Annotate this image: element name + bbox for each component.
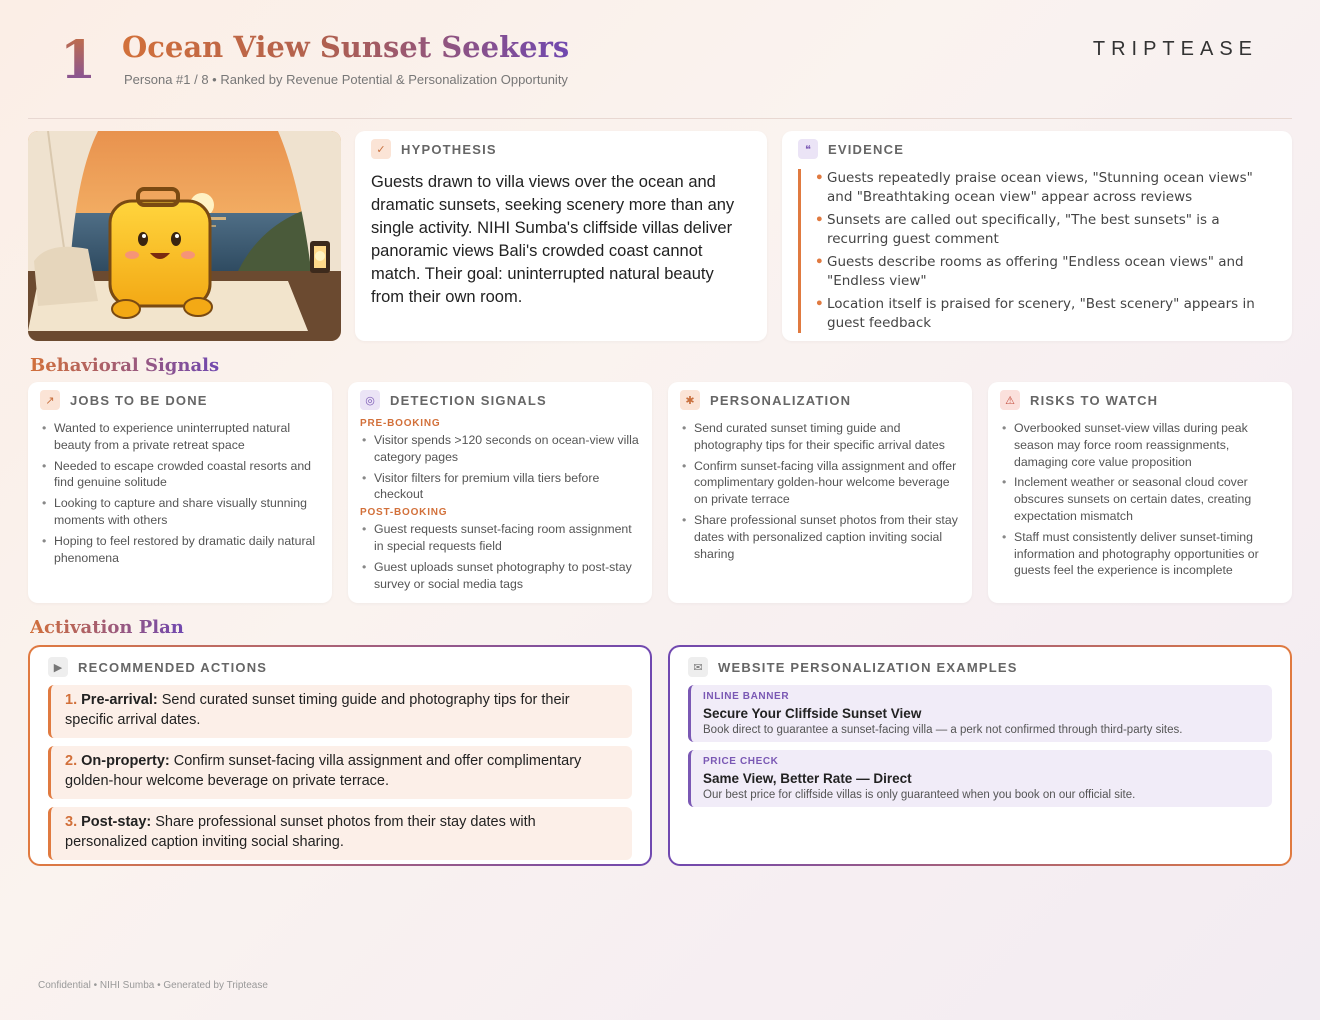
- list-item: • Looking to capture and share visually stunning moments with others: [40, 495, 320, 529]
- arrow-up-right-icon: ↗: [40, 390, 60, 410]
- evidence-label: EVIDENCE: [828, 141, 905, 157]
- persona-title: Ocean View Sunset Seekers: [122, 30, 570, 64]
- header-divider: [28, 118, 1292, 119]
- hypothesis-text: Guests drawn to villa views over the ocean and dramatic sunsets, seeking scenery more than any single activity. NIHI Sumba's cliffside villas deliver panoramic views Bali's crowded coast cannot match. Their goal: uninterrupted natural beauty from their own room.: [371, 173, 735, 306]
- evidence-item: • Guests repeatedly praise ocean views, "Stunning ocean views" and "Breathtaking ocean view" appear across reviews: [815, 169, 1276, 207]
- jobs-card: [28, 382, 332, 603]
- personalization-label: PERSONALIZATION: [710, 392, 852, 408]
- website-personalization-label: WEBSITE PERSONALIZATION EXAMPLES: [718, 659, 1018, 675]
- risks-label: RISKS TO WATCH: [1030, 392, 1159, 408]
- list-item: • Confirm sunset-facing villa assignment and offer complimentary golden-hour welcome beverage on private terrace: [680, 458, 960, 508]
- jobs-label: JOBS TO BE DONE: [70, 392, 208, 408]
- list-item: • Wanted to experience uninterrupted natural beauty from a private retreat space: [40, 420, 320, 454]
- brand-logo: TRIPTEASE: [1092, 38, 1258, 60]
- hypothesis-card: [355, 131, 767, 341]
- list-item: • Needed to escape crowded coastal resorts and find genuine solitude: [40, 458, 320, 492]
- evidence-item: • Sunsets are called out specifically, "The best sunsets" is a recurring guest comment: [815, 211, 1276, 249]
- page-header: [0, 0, 1320, 120]
- post-booking-list: [360, 521, 640, 592]
- list-item: • Inclement weather or seasonal cloud cover obscures sunsets on certain dates, creating expectation mismatch: [1000, 474, 1280, 524]
- hypothesis-label: HYPOTHESIS: [401, 141, 497, 157]
- list-item: • Staff must consistently deliver sunset-timing information and photography opportunities or guests feel the experience is incomplete: [1000, 529, 1280, 579]
- list-item: • Hoping to feel restored by dramatic daily natural phenomena: [40, 533, 320, 567]
- evidence-item: • Location itself is praised for scenery, "Best scenery" appears in guest feedback: [815, 295, 1276, 333]
- persona-subtitle: Persona #1 / 8 • Ranked by Revenue Potential & Personalization Opportunity: [124, 72, 568, 87]
- action-item: 2. On-property: Confirm sunset-facing villa assignment and offer complimentary golden-hour welcome beverage on private terrace.: [48, 746, 632, 799]
- website-personalization-card: [668, 645, 1292, 866]
- pre-booking-label: PRE-BOOKING: [360, 418, 441, 429]
- persona-illustration: [28, 131, 341, 341]
- list-item: • Send curated sunset timing guide and photography tips for their specific arrival dates: [680, 420, 960, 454]
- recommended-actions-label: RECOMMENDED ACTIONS: [78, 659, 268, 675]
- activation-plan-title: Activation Plan: [30, 617, 184, 638]
- evidence-item: • Guests describe rooms as offering "Endless ocean views" and "Endless view": [815, 253, 1276, 291]
- sparkle-icon: ✱: [680, 390, 700, 410]
- personalization-list: [680, 420, 960, 562]
- detection-label: DETECTION SIGNALS: [390, 392, 547, 408]
- list-item: • Guest uploads sunset photography to post-stay survey or social media tags: [360, 559, 640, 593]
- action-item: 3. Post-stay: Share professional sunset photos from their stay dates with personalized caption inviting social sharing.: [48, 807, 632, 860]
- personalization-card: [668, 382, 972, 603]
- list-item: • Overbooked sunset-view villas during peak season may force room reassignments, damaging core value proposition: [1000, 420, 1280, 470]
- quote-icon: ❝: [798, 139, 818, 159]
- page-footer: Confidential • NIHI Sumba • Generated by Triptease: [38, 980, 268, 991]
- evidence-list: [798, 169, 1276, 333]
- list-item: • Visitor filters for premium villa tiers before checkout: [360, 470, 640, 504]
- warning-icon: ⚠: [1000, 390, 1020, 410]
- web-example: INLINE BANNER Secure Your Cliffside Sunset View Book direct to guarantee a sunset-facing villa — a perk not confirmed through third-party sites.: [688, 685, 1272, 742]
- play-icon: ▶: [48, 657, 68, 677]
- list-item: • Guest requests sunset-facing room assignment in special requests field: [360, 521, 640, 555]
- behavioral-signals-title: Behavioral Signals: [30, 355, 220, 376]
- pre-booking-list: [360, 432, 640, 503]
- check-icon: ✓: [371, 139, 391, 159]
- web-example: PRICE CHECK Same View, Better Rate — Direct Our best price for cliffside villas is only guaranteed when you book on our official site.: [688, 750, 1272, 807]
- target-icon: ◎: [360, 390, 380, 410]
- action-item: 1. Pre-arrival: Send curated sunset timing guide and photography tips for their specific arrival dates.: [48, 685, 632, 738]
- detection-card: [348, 382, 652, 603]
- risks-list: [1000, 420, 1280, 579]
- jobs-list: [40, 420, 320, 566]
- risks-card: [988, 382, 1292, 603]
- post-booking-label: POST-BOOKING: [360, 507, 448, 519]
- list-item: • Share professional sunset photos from their stay dates with personalized caption inviting social sharing: [680, 512, 960, 562]
- recommended-actions-card: [28, 645, 652, 866]
- evidence-card: [782, 131, 1292, 341]
- envelope-icon: ✉: [688, 657, 708, 677]
- persona-number: 1: [60, 30, 97, 91]
- list-item: • Visitor spends >120 seconds on ocean-view villa category pages: [360, 432, 640, 466]
